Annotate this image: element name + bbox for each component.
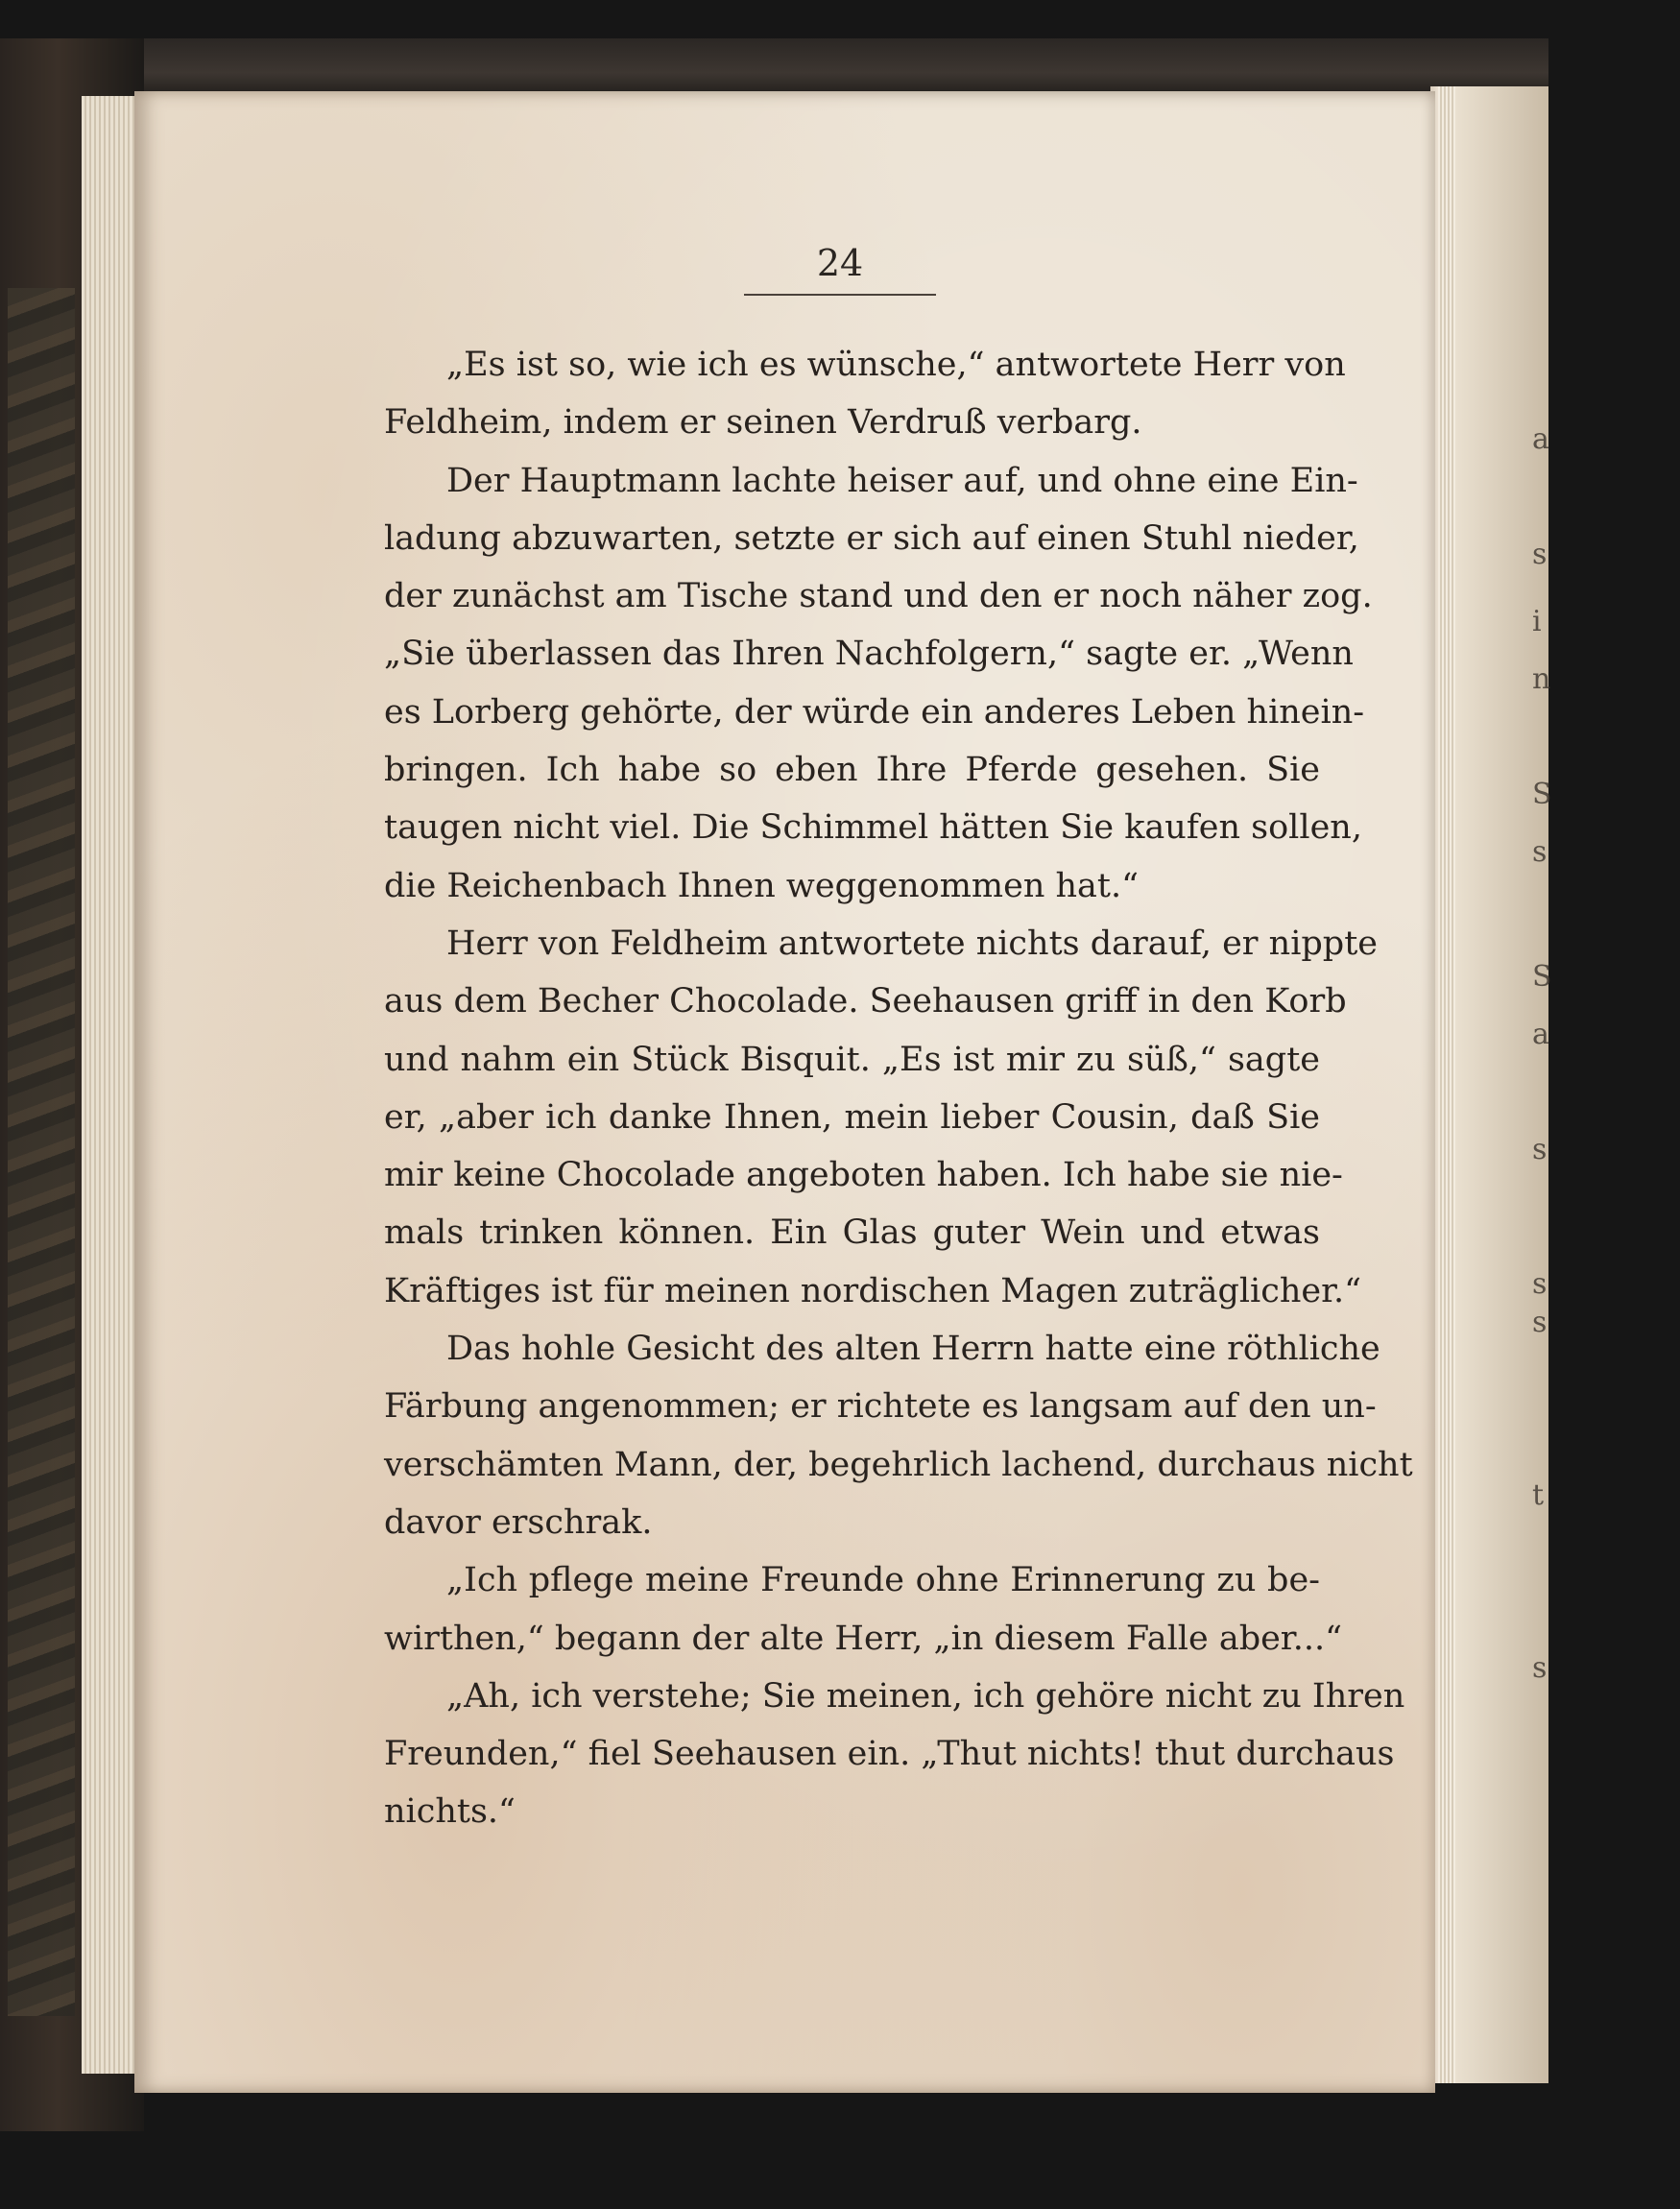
text-line: „Sie überlassen das Ihren Nachfolgern,“ sagte er. „Wenn [384, 635, 1354, 674]
cover-leather-texture [8, 288, 75, 2016]
text-line: Freunden,“ fiel Seehausen ein. „Thut nichts! thut durchaus [384, 1735, 1395, 1774]
text-line: und nahm ein Stück Bisquit. „Es ist mir zu süß,“ sagte [384, 1040, 1320, 1079]
text-line: nichts.“ [384, 1792, 516, 1832]
page-number: 24 [816, 242, 864, 284]
facing-page-letter: s [1532, 538, 1548, 571]
facing-page-letter: s [1532, 1267, 1548, 1301]
text-line: mir keine Chocolade angeboten haben. Ich habe sie nie- [384, 1156, 1343, 1195]
facing-page-letter: s [1532, 835, 1548, 869]
text-line: er, „aber ich danke Ihnen, mein lieber Cousin, daß Sie [384, 1097, 1320, 1137]
text-line: Kräftiges ist für meinen nordischen Magen zuträglicher.“ [384, 1271, 1361, 1310]
facing-page-letter: S [1532, 778, 1552, 811]
text-line: davor erschrak. [384, 1502, 653, 1542]
text-line: Herr von Feldheim antwortete nichts darauf, er nippte [446, 924, 1378, 963]
text-line: „Es ist so, wie ich es wünsche,“ antwortete Herr von [446, 346, 1346, 384]
text-line: wirthen,“ begann der alte Herr, „in diesem Falle aber...“ [384, 1619, 1342, 1658]
facing-page-letter: t [1532, 1478, 1545, 1512]
page-gutter-edge [1438, 86, 1455, 2083]
text-line: aus dem Becher Chocolade. Seehausen griff in den Korb [384, 982, 1347, 1021]
text-line: „Ich pflege meine Freunde ohne Erinnerung zu be- [446, 1561, 1320, 1600]
facing-page-letter: s [1532, 1306, 1548, 1339]
text-line: „Ah, ich verstehe; Sie meinen, ich gehöre nicht zu Ihren [446, 1676, 1405, 1716]
text-line: ladung abzuwarten, setzte er sich auf einen Stuhl nieder, [384, 518, 1359, 558]
text-line: Das hohle Gesicht des alten Herrn hatte eine röthliche [446, 1330, 1380, 1369]
text-line: Der Hauptmann lachte heiser auf, und ohne eine Ein- [446, 461, 1358, 500]
text-line: der zunächst am Tische stand und den er noch näher zog. [384, 577, 1373, 616]
page-text [384, 336, 1413, 1841]
text-line: es Lorberg gehörte, der würde ein anderes Leben hinein- [384, 692, 1365, 732]
facing-page-letter: a [1532, 1018, 1549, 1051]
facing-page-letter: s [1532, 1133, 1548, 1166]
facing-page-letter: n [1532, 662, 1551, 696]
text-line: Feldheim, indem er seinen Verdruß verbarg. [384, 403, 1142, 443]
text-line: mals trinken können. Ein Glas guter Wein und etwas [384, 1213, 1320, 1253]
text-line: Färbung angenommen; er richtete es langsam auf den un- [384, 1387, 1377, 1427]
facing-page-letter: a [1532, 422, 1549, 456]
facing-page-letter: S [1532, 960, 1552, 994]
text-line: die Reichenbach Ihnen weggenommen hat.“ [384, 866, 1139, 905]
facing-page-letter: i [1532, 605, 1542, 638]
cover-top-edge [0, 38, 1548, 96]
text-line: verschämten Mann, der, begehrlich lachend, durchaus nicht [384, 1445, 1413, 1484]
page-number-rule [744, 294, 936, 296]
text-line: taugen nicht viel. Die Schimmel hätten Sie kaufen sollen, [384, 808, 1362, 848]
facing-page-letter: s [1532, 1651, 1548, 1685]
text-line: bringen. Ich habe so eben Ihre Pferde gesehen. Sie [384, 751, 1320, 790]
